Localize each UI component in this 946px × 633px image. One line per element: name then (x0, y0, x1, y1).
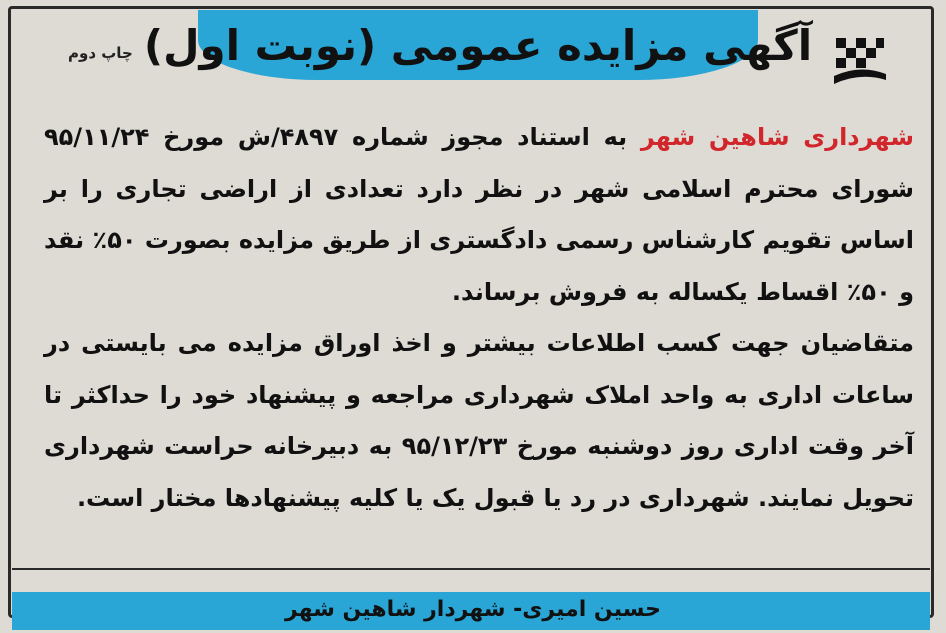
edition-label: چاپ دوم (68, 44, 133, 62)
ad-title: آگهی مزایده عمومی (نوبت اول) (143, 20, 813, 70)
municipality-logo-icon (830, 34, 890, 90)
mayor-signature: حسین امیری- شهردار شاهین شهر (285, 597, 661, 622)
footer-divider (12, 568, 930, 570)
paragraph-1-text: به استناد مجوز شماره ۴۸۹۷/ش مورخ ۹۵/۱۱/۲۴ شورای محترم اسلامی شهر در نظر دارد تعدادی از اراضی تجاری را بر اساس تقویم کارشناس رسمی دادگستری از طریق مزایده بصورت ۵۰٪ نقد و ۵۰٪ اقساط یکساله به فروش برساند. (44, 123, 914, 306)
paragraph-2: متقاضیان جهت کسب اطلاعات بیشتر و اخذ اوراق مزایده می بایستی در ساعات اداری به واحد املاک شهرداری مراجعه و پیشنهاد خود را حداکثر تا آخر وقت اداری روز دوشنبه مورخ ۹۵/۱۲/۲۳ به دبیرخانه حراست شهرداری تحویل نمایند. شهرداری در رد یا قبول یک یا کلیه پیشنهادها مختار است. (44, 329, 915, 512)
municipality-name: شهرداری شاهین شهر (640, 123, 914, 151)
title-banner (143, 10, 813, 80)
ad-body (44, 112, 914, 524)
paragraph-1 (44, 112, 914, 318)
